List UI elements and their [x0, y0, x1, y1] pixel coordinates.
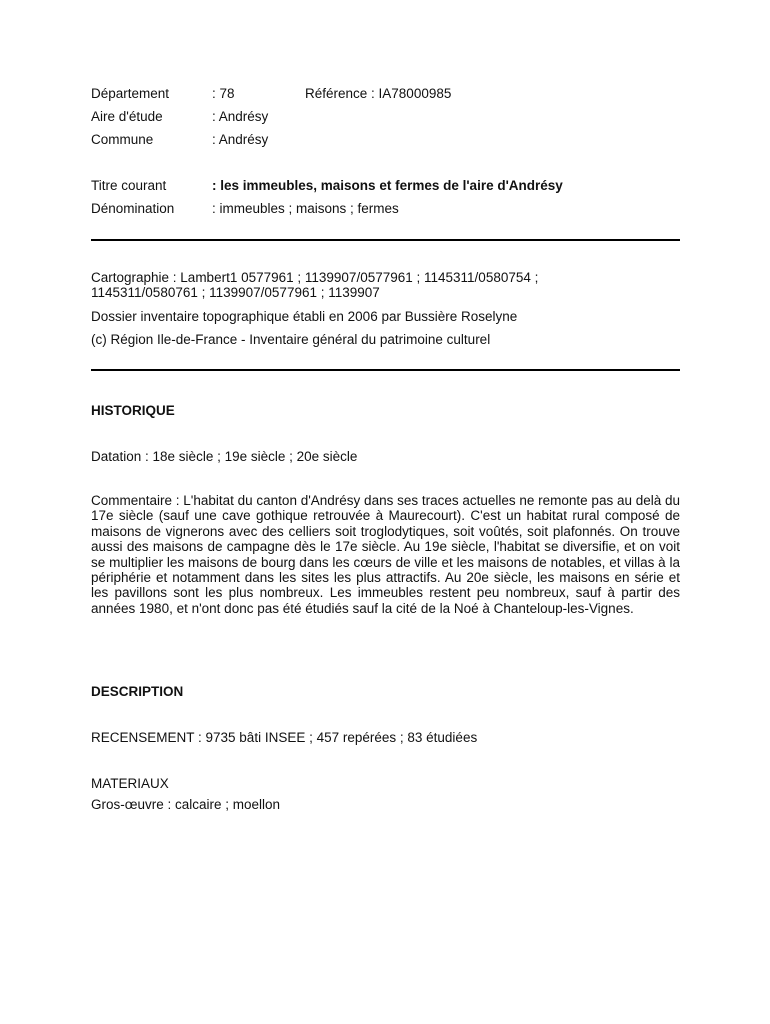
datation: Datation : 18e siècle ; 19e siècle ; 20e siècle [91, 449, 358, 464]
aire-label: Aire d'étude [91, 109, 163, 124]
denomination-value: : immeubles ; maisons ; fermes [212, 201, 399, 216]
commune-value: : Andrésy [212, 132, 269, 147]
dossier: Dossier inventaire topographique établi en 2006 par Bussière Roselyne [91, 309, 518, 324]
titre-label: Titre courant [91, 178, 167, 193]
titre-value: : les immeubles, maisons et fermes de l'aire d'Andrésy [212, 178, 563, 193]
commentaire: Commentaire : L'habitat du canton d'Andrésy dans ses traces actuelles ne remonte pas au delà du 17e siècle (sauf une cave gothique retrouvée à Maurecourt). C'est un habitat rural composé de maisons de vignerons avec des celliers soit troglodytiques, soit voûtés, soit plafonnés. On trouve aussi des maisons de campagne dès le 17e siècle. Au 19e siècle, l'habitat se diversifie, et on voit se multiplier les maisons de bourg dans les cœurs de ville et les maisons de notables, et villas à la périphérie et notamment dans les sites les plus attractifs. Au 20e siècle, les maisons en série et les pavillons sont les plus nombreux. Les immeubles restent peu nombreux, sauf à partir des années 1980, et n'ont donc pas été étudiés sauf la cité de la Noé à Chanteloup-les-Vignes. [91, 493, 681, 616]
materiaux-heading: MATERIAUX [91, 776, 169, 791]
reference: Référence : IA78000985 [305, 86, 452, 101]
section-heading: HISTORIQUE [91, 403, 175, 418]
denomination-label: Dénomination [91, 201, 175, 216]
cartographie: Cartographie : Lambert1 0577961 ; 1139907/0577961 ; 1145311/0580754 ; 1145311/0580761 ; 1139907/0577961 ; 1139907 [91, 270, 539, 301]
divider [91, 369, 680, 371]
commune-label: Commune [91, 132, 154, 147]
aire-value: : Andrésy [212, 109, 269, 124]
departement-label: Département [91, 86, 170, 101]
copyright: (c) Région Ile-de-France - Inventaire général du patrimoine culturel [91, 332, 491, 347]
section-heading: DESCRIPTION [91, 684, 184, 699]
divider [91, 239, 680, 241]
gros-oeuvre: Gros-œuvre : calcaire ; moellon [91, 797, 281, 812]
departement-value: : 78 [212, 86, 235, 101]
recensement: RECENSEMENT : 9735 bâti INSEE ; 457 repérées ; 83 étudiées [91, 730, 478, 745]
